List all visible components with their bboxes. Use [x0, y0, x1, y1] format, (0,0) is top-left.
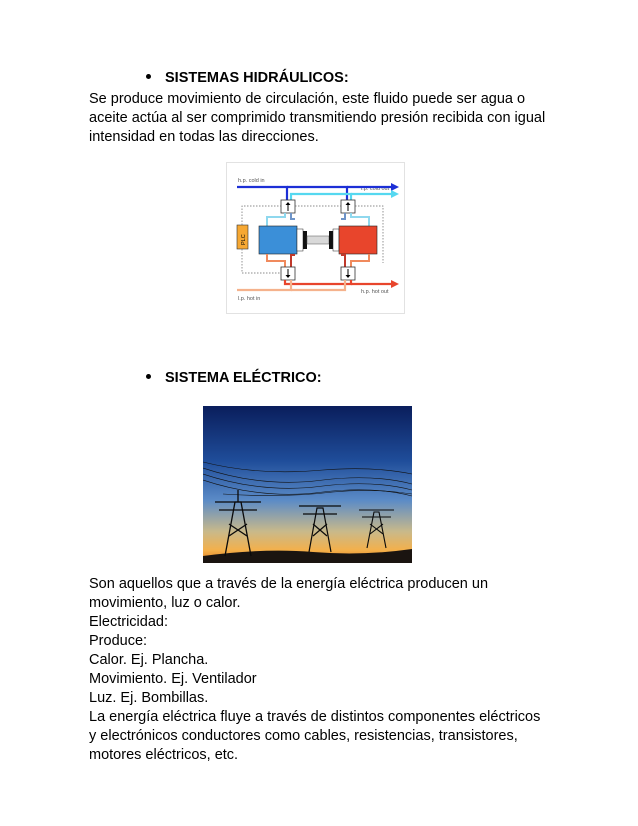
power-tower-photo [203, 406, 412, 563]
hydraulic-heading [146, 70, 349, 86]
arrow-icon [391, 183, 399, 191]
plc-label: PLC [241, 234, 247, 245]
paragraph-line: movimiento, luz o calor. [89, 595, 241, 611]
bullet-icon [146, 374, 151, 379]
hp-cold-in-label: h.p. cold in [238, 178, 265, 184]
lp-cold-out-label: l.p. cold out [361, 186, 390, 192]
paragraph-line: intensidad en todas las direcciones. [89, 129, 319, 145]
paragraph-line: y electrónicos conductores como cables, resistencias, transistores, [89, 728, 518, 744]
paragraph-line: Se produce movimiento de circulación, este fluido puede ser agua o [89, 91, 526, 107]
hydraulic-heading-text: SISTEMAS HIDRÁULICOS: [165, 70, 349, 86]
hydraulic-paragraph [89, 90, 569, 147]
paragraph-line: Produce: [89, 633, 148, 649]
electric-heading [146, 370, 322, 386]
paragraph-line: Calor. Ej. Plancha. [89, 652, 209, 668]
paragraph-line: Electricidad: [89, 614, 168, 630]
hydraulic-diagram [226, 162, 405, 314]
hp-hot-out-label: h.p. hot out [361, 289, 389, 295]
cylinder-body-left [259, 226, 297, 254]
paragraph-line: La energía eléctrica fluye a través de distintos componentes eléctricos [89, 709, 541, 725]
paragraph-line: aceite actúa al ser comprimido transmitiendo presión recibida con igual [89, 110, 546, 126]
piston-rod [307, 236, 329, 244]
electric-paragraph [89, 575, 569, 765]
paragraph-line: Luz. Ej. Bombillas. [89, 690, 209, 706]
cold-outlet-line [291, 194, 391, 200]
paragraph-line: Son aquellos que a través de la energía eléctrica producen un [89, 576, 489, 592]
paragraph-line: motores eléctricos, etc. [89, 747, 239, 763]
arrow-icon [391, 190, 399, 198]
electric-heading-text: SISTEMA ELÉCTRICO: [165, 370, 322, 386]
cylinder-body-right [339, 226, 377, 254]
lp-hot-in-label: l.p. hot in [238, 296, 261, 302]
arrow-icon [391, 280, 399, 288]
bullet-icon [146, 74, 151, 79]
paragraph-line: Movimiento. Ej. Ventilador [89, 671, 257, 687]
hot-outlet-line [285, 280, 391, 284]
